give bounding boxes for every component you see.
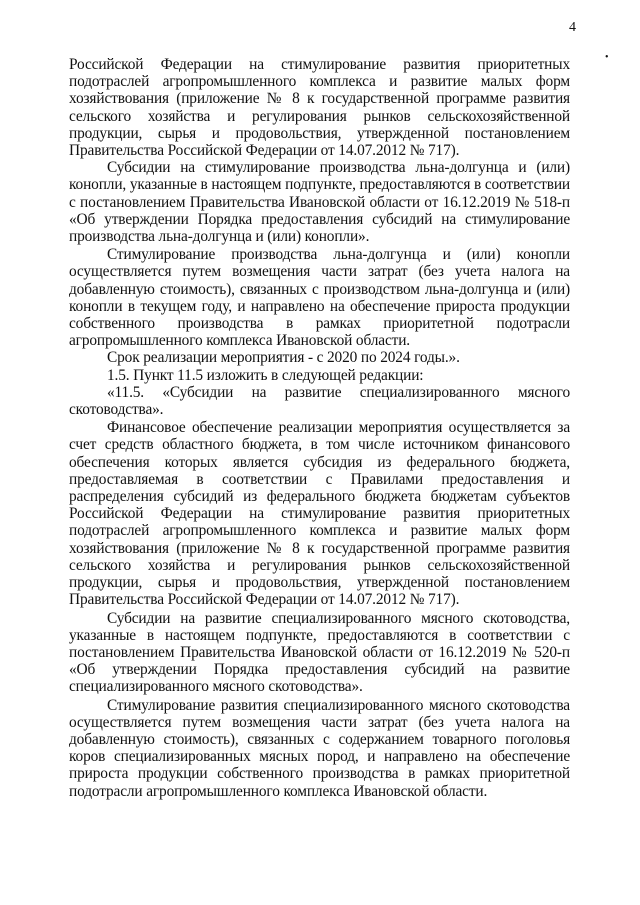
paragraph-amendment-1-5: 1.5. Пункт 11.5 изложить в следующей редакции: [107, 366, 424, 384]
paragraph-flax-subsidies: Субсидии на стимулирование производства льна-долгунца и (или) конопли, указанные в настоящем подпункте, предоставляются в соответствии с постановлением Правительства Ивановской области от 16.12.2019 № 518-п «Об утверждении Порядка предоставления субсидий на стимулирование производства льна-долгунца и (или) конопли». [69, 159, 570, 246]
page-number: 4 [569, 20, 576, 35]
paragraph-flax-stimulation: Стимулирование производства льна-долгунца и (или) конопли осуществляется путем возмещения части затрат (без учета налога на добавленную стоимость), связанных с производством льна-долгунца и (или) конопли в текущем году, и направлено на обеспечение прироста продукции собственного производства в рамках приоритетной подотрасли агропромышленного комплекса Ивановской области. [69, 246, 570, 350]
paragraph-item-11-5: «11.5. «Субсидии на развитие специализированного мясного скотоводства». [69, 383, 570, 419]
document-body [69, 56, 570, 800]
paragraph-term: Срок реализации мероприятия - с 2020 по 2024 годы.». [107, 349, 460, 367]
paragraph-financing: Финансовое обеспечение реализации мероприятия осуществляется за счет средств областного бюджета, в том числе источником финансового обеспечения которых является субсидия из федерального бюджета, предоставляемая в соответствии с Правилами предоставления и распределения субсидий из федерального бюджета бюджетам субъектов Российской Федерации на стимулирование развития приоритетных подотраслей агропромышленного комплекса и развитие малых форм хозяйствования (приложение № 8 к государственной программе развития сельского хозяйства и регулирования рынков сельскохозяйственной продукции, сырья и продовольствия, утвержденной постановлением Правительства Российской Федерации от 14.07.2012 № 717). [69, 419, 570, 609]
paragraph-cattle-subsidies: Субсидии на развитие специализированного мясного скотоводства, указанные в настоящем подпункте, предоставляются в соответствии с постановлением Правительства Ивановской области от 16.12.2019 № 520-п «Об утверждении Порядка предоставления субсидий на развитие специализированного мясного скотоводства». [69, 609, 570, 696]
paragraph-cattle-stimulation: Стимулирование развития специализированного мясного скотоводства осуществляется путем возмещения части затрат (без учета налога на добавленную стоимость), связанных с содержанием товарного поголовья коров специализированных мясных пород, и направлено на обеспечение прироста продукции собственного производства в рамках приоритетной подотрасли агропромышленного комплекса Ивановской области. [69, 696, 570, 800]
paragraph-continuation: Российской Федерации на стимулирование развития приоритетных подотраслей агропромышленного комплекса и развитие малых форм хозяйствования (приложение № 8 к государственной программе развития сельского хозяйства и регулирования рынков сельскохозяйственной продукции, сырья и продовольствия, утвержденной постановлением Правительства Российской Федерации от 14.07.2012 № 717). [69, 56, 570, 160]
margin-mark: • [605, 52, 609, 63]
